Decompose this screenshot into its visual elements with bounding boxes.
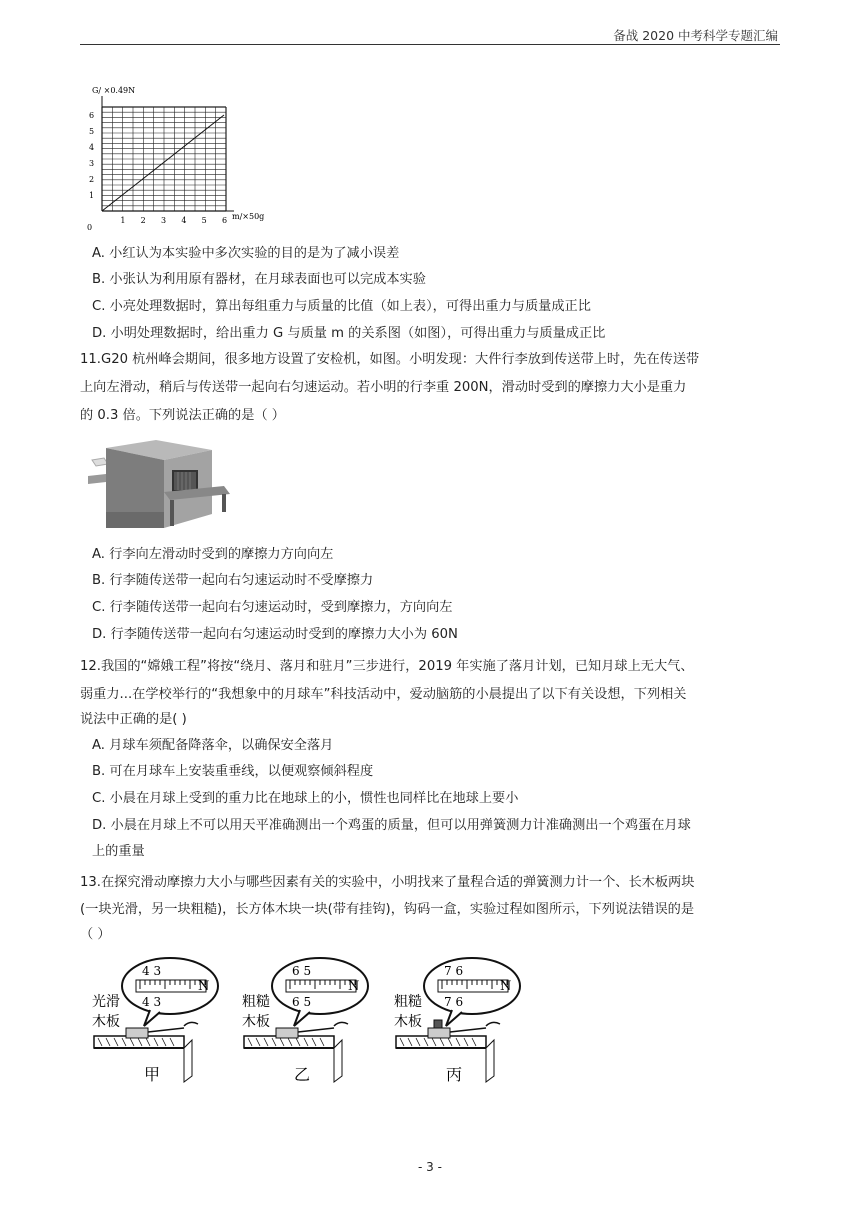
callout-tail: [294, 1010, 310, 1026]
option-text: 上的重量: [92, 844, 145, 859]
y-tick-label: 2: [89, 175, 95, 184]
scale-reading-top: 6 5: [292, 964, 312, 978]
option-text: A. 小红认为本实验中多次实验的目的是为了减小误差: [92, 246, 400, 261]
hand: [184, 1022, 198, 1026]
board-label: 木板: [394, 1014, 422, 1030]
q13-line: （ ）: [80, 927, 111, 942]
figure-caption: 乙: [294, 1065, 311, 1084]
hand: [486, 1022, 500, 1026]
figure-caption: 甲: [144, 1065, 161, 1084]
board-label: 光滑: [92, 994, 120, 1010]
header-title: 备战 2020 中考科学专题汇编: [613, 28, 778, 43]
board-label: 木板: [92, 1014, 120, 1030]
scale-reading-bottom: 7 6: [444, 995, 464, 1009]
y-axis-label: G/ ×0.49N: [92, 86, 136, 95]
q12-line: 说法中正确的是( ): [80, 712, 187, 727]
callout-tail: [446, 1010, 462, 1026]
scale-reading-bottom: 4 3: [142, 995, 162, 1009]
scale-reading-bottom: 6 5: [292, 995, 312, 1009]
y-tick-label: 3: [89, 159, 95, 168]
option-text: C. 小晨在月球上受到的重力比在地球上的小，惯性也同样比在地球上要小: [92, 791, 519, 806]
scale-string: [298, 1028, 334, 1032]
option-text: C. 行李随传送带一起向右匀速运动时，受到摩擦力，方向向左: [92, 600, 453, 615]
q12-line: 弱重力...在学校举行的“我想象中的月球车”科技活动中，爱动脑筋的小晨提出了以下有关设想，下列相关: [80, 687, 687, 702]
y-tick-label: 4: [89, 143, 95, 152]
option-text: D. 小明处理数据时，给出重力 G 与质量 m 的关系图（如图），可得出重力与质量成正比: [92, 326, 606, 341]
option-text: A. 月球车须配备降落伞，以确保安全落月: [92, 738, 334, 753]
scale-reading-top: 4 3: [142, 964, 162, 978]
board-label: 木板: [242, 1014, 270, 1030]
experiment-figure: [88, 954, 230, 1084]
q11-line: 11.G20 杭州峰会期间，很多地方设置了安检机，如图。小明发现：大件行李放到传送带上时，先在传送带: [80, 352, 700, 367]
scale-string: [450, 1028, 486, 1032]
q13-line: (一块光滑，另一块粗糙)，长方体木块一块(带有挂钩)，钩码一盒，实验过程如图所示，下列说法错误的是: [80, 902, 695, 917]
x-tick-label: 1: [120, 216, 126, 225]
option-text: D. 行李随传送带一起向右匀速运动时受到的摩擦力大小为 60N: [92, 627, 458, 642]
x-tick-label: 3: [161, 216, 167, 225]
q12-line: 12.我国的“嫦娥工程”将按“绕月、落月和驻月”三步进行，2019 年实施了落月计划，已知月球上无大气、: [80, 659, 694, 674]
option-text: D. 小晨在月球上不可以用天平准确测出一个鸡蛋的质量，但可以用弹簧测力计准确测出一个鸡蛋在月球: [92, 818, 691, 833]
y-tick-label: 5: [89, 127, 95, 136]
experiment-figure: [238, 954, 380, 1084]
q11-line: 上向左滑动，稍后与传送带一起向右匀速运动。若小明的行李重 200N，滑动时受到的摩擦力大小是重力: [80, 380, 687, 395]
callout-tail: [144, 1010, 160, 1026]
table-side: [486, 1040, 494, 1082]
wood-block: [428, 1028, 450, 1038]
newton-unit: N: [500, 979, 512, 994]
page-number: - 3 -: [418, 1160, 442, 1174]
scale-reading-top: 7 6: [444, 964, 464, 978]
option-text: A. 行李向左滑动时受到的摩擦力方向向左: [92, 547, 334, 562]
q11-line: 的 0.3 倍。下列说法正确的是（ ）: [80, 408, 285, 423]
origin-label: 0: [87, 223, 93, 232]
y-tick-label: 6: [89, 111, 95, 120]
experiment-figure: [390, 954, 532, 1084]
table-side: [334, 1040, 342, 1082]
table-side: [184, 1040, 192, 1082]
figure-caption: 丙: [446, 1065, 463, 1084]
board-label: 粗糙: [394, 994, 422, 1010]
option-text: B. 小张认为利用原有器材，在月球表面也可以完成本实验: [92, 272, 426, 287]
data-line: [102, 115, 224, 211]
scale-string: [148, 1028, 184, 1032]
x-axis-label: m/×50g: [232, 212, 265, 221]
x-tick-label: 5: [201, 216, 207, 225]
gravity-mass-graph: [84, 84, 284, 234]
y-tick-label: 1: [89, 191, 95, 200]
wood-block: [276, 1028, 298, 1038]
newton-unit: N: [198, 979, 210, 994]
option-text: B. 可在月球车上安装重垂线，以便观察倾斜程度: [92, 764, 374, 779]
security-scanner-image: [84, 436, 234, 536]
weight: [434, 1020, 442, 1028]
q13-line: 13.在探究滑动摩擦力大小与哪些因素有关的实验中，小明找来了量程合适的弹簧测力计一个、长木板两块: [80, 875, 695, 890]
x-tick-label: 4: [181, 216, 187, 225]
x-tick-label: 2: [140, 216, 146, 225]
newton-unit: N: [348, 979, 360, 994]
x-tick-label: 6: [222, 216, 228, 225]
option-text: C. 小亮处理数据时，算出每组重力与质量的比值（如上表），可得出重力与质量成正比: [92, 299, 591, 314]
hand: [334, 1022, 348, 1026]
option-text: B. 行李随传送带一起向右匀速运动时不受摩擦力: [92, 573, 374, 588]
board-label: 粗糙: [242, 994, 270, 1010]
wood-block: [126, 1028, 148, 1038]
page-header: [80, 22, 780, 45]
